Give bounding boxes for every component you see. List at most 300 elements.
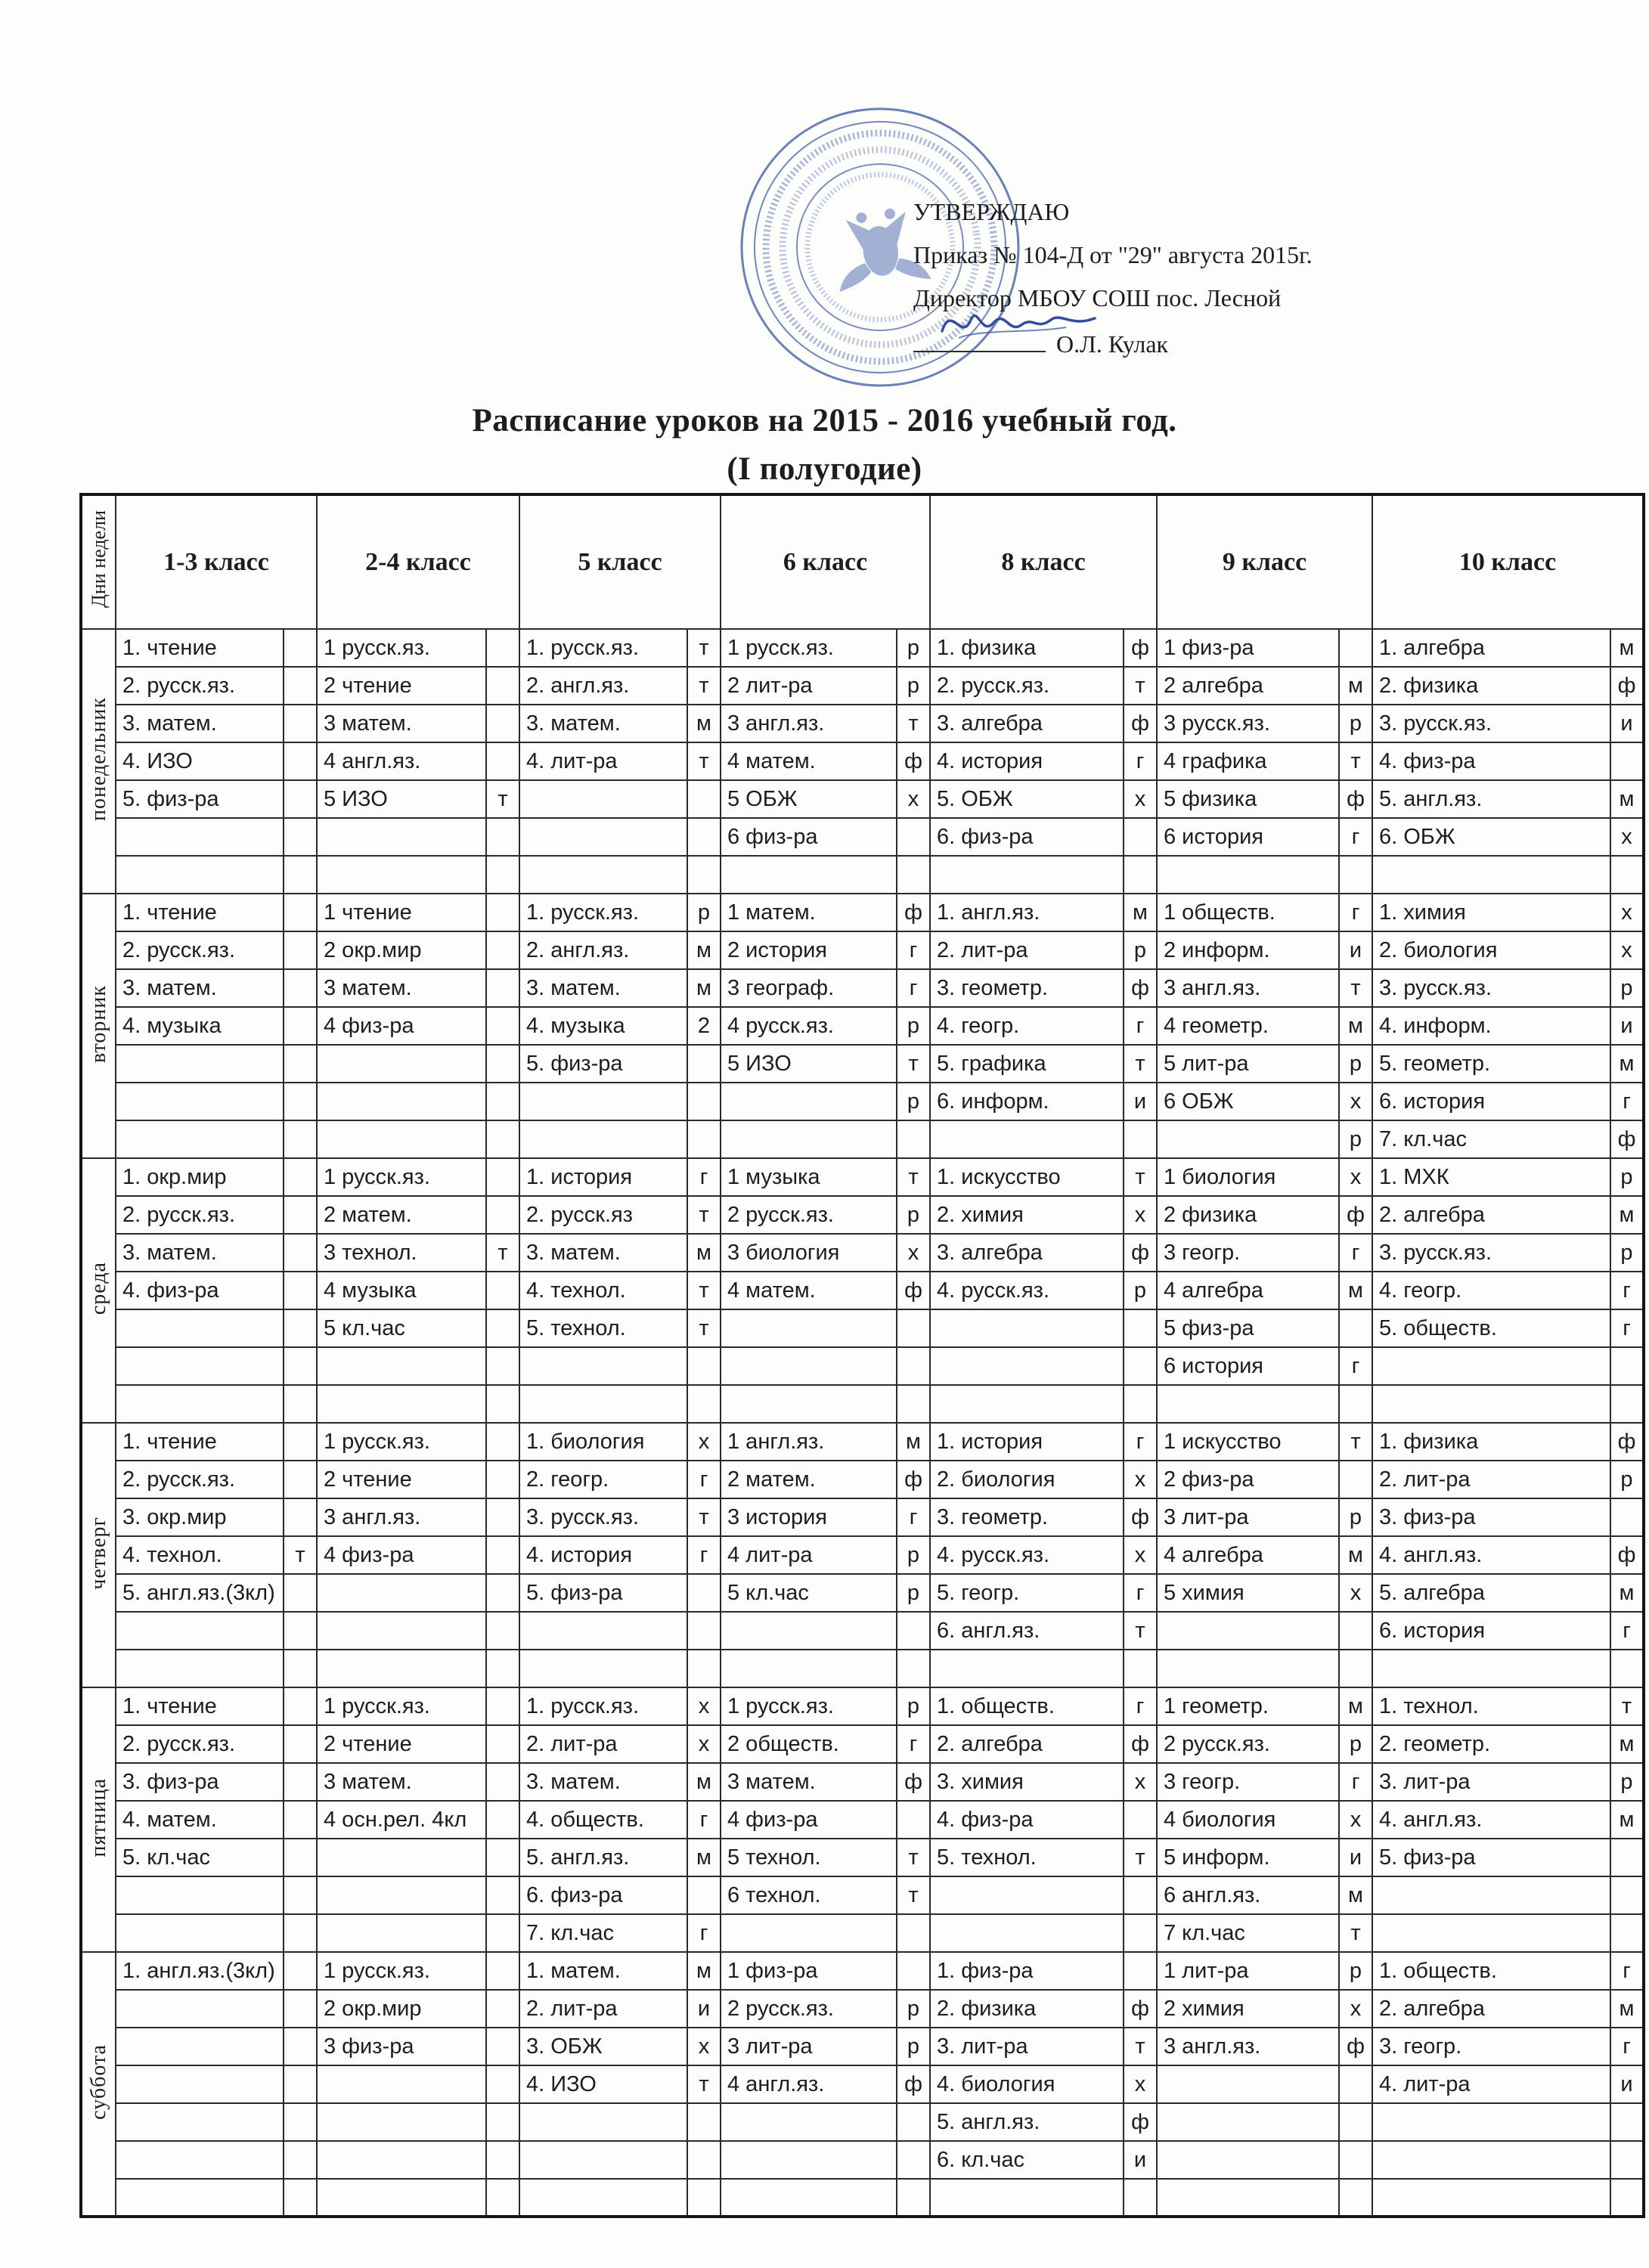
lesson-cell: 3 англ.яз. — [317, 1498, 486, 1536]
class-column-header-2: 2-4 класс — [317, 494, 519, 629]
room-code-cell: ф — [1610, 1536, 1644, 1574]
room-code-cell: р — [897, 1536, 930, 1574]
room-code-cell — [284, 1763, 317, 1801]
room-code-cell — [1339, 2141, 1372, 2179]
room-code-cell: р — [1339, 1725, 1372, 1763]
lesson-cell — [1157, 2141, 1339, 2179]
room-code-cell: т — [486, 780, 519, 818]
lesson-cell — [1157, 1120, 1339, 1158]
room-code-cell: р — [1610, 1158, 1644, 1196]
lesson-cell: 3 геогр. — [1157, 1234, 1339, 1272]
lesson-cell — [930, 2179, 1124, 2217]
lesson-cell: 1 русск.яз. — [721, 1687, 897, 1725]
lesson-cell: 4. ИЗО — [116, 742, 284, 780]
lesson-cell: 2 физика — [1157, 1196, 1339, 1234]
lesson-cell: 2 русск.яз. — [1157, 1725, 1339, 1763]
room-code-cell — [897, 1914, 930, 1952]
lesson-cell: 3. матем. — [116, 705, 284, 742]
title-line-2: (I полугодие) — [727, 451, 922, 487]
approval-heading: УТВЕРЖДАЮ — [913, 198, 1070, 225]
room-code-cell — [284, 2065, 317, 2103]
lesson-cell — [930, 1876, 1124, 1914]
room-code-cell: г — [1339, 1234, 1372, 1272]
room-code-cell: г — [1339, 1347, 1372, 1385]
lesson-cell: 5 кл.час — [317, 1309, 486, 1347]
approval-director-line: Директор МБОУ СОШ пос. Лесной — [913, 284, 1282, 311]
lesson-cell: 5 технол. — [721, 1839, 897, 1876]
room-code-cell — [284, 894, 317, 931]
room-code-cell — [687, 818, 721, 856]
room-code-cell — [1610, 1914, 1644, 1952]
lesson-cell: 3. русск.яз. — [1372, 1234, 1610, 1272]
lesson-cell: 2. русск.яз. — [930, 667, 1124, 705]
lesson-cell — [930, 1914, 1124, 1952]
lesson-cell: 3. лит-ра — [1372, 1763, 1610, 1801]
room-code-cell — [1124, 856, 1157, 894]
lesson-cell — [1157, 856, 1339, 894]
lesson-cell — [721, 856, 897, 894]
lesson-cell: 3 лит-ра — [721, 2028, 897, 2065]
lesson-cell: 2 история — [721, 931, 897, 969]
lesson-cell — [317, 1574, 486, 1612]
room-code-cell — [1124, 1120, 1157, 1158]
lesson-cell: 4. ИЗО — [519, 2065, 687, 2103]
lesson-cell: 2. геогр. — [519, 1461, 687, 1498]
lesson-cell — [519, 780, 687, 818]
lesson-cell — [930, 1650, 1124, 1687]
room-code-cell: г — [1124, 1574, 1157, 1612]
room-code-cell: т — [1124, 1612, 1157, 1650]
lesson-cell: 2. русск.яз. — [116, 667, 284, 705]
lesson-cell: 3 матем. — [721, 1763, 897, 1801]
room-code-cell — [1339, 1461, 1372, 1498]
room-code-cell — [897, 2103, 930, 2141]
room-code-cell — [284, 780, 317, 818]
lesson-cell — [721, 1083, 897, 1120]
room-code-cell — [284, 667, 317, 705]
lesson-cell: 1 физ-ра — [721, 1952, 897, 1990]
room-code-cell — [1610, 2179, 1644, 2217]
lesson-cell — [519, 1347, 687, 1385]
lesson-cell: 3. геогр. — [1372, 2028, 1610, 2065]
lesson-cell — [721, 2141, 897, 2179]
room-code-cell — [687, 1347, 721, 1385]
lesson-cell — [1372, 1914, 1610, 1952]
lesson-cell: 1 русск.яз. — [317, 1423, 486, 1461]
room-code-cell — [486, 1120, 519, 1158]
room-code-cell: р — [1610, 1763, 1644, 1801]
lesson-cell: 1 музыка — [721, 1158, 897, 1196]
room-code-cell — [687, 1612, 721, 1650]
room-code-cell: г — [1124, 1423, 1157, 1461]
lesson-cell: 5 лит-ра — [1157, 1045, 1339, 1083]
room-code-cell — [284, 1498, 317, 1536]
lesson-cell: 2. русск.яз — [519, 1196, 687, 1234]
lesson-cell: 2 чтение — [317, 667, 486, 705]
room-code-cell — [486, 2141, 519, 2179]
room-code-cell — [284, 1461, 317, 1498]
room-code-cell: т — [1339, 1423, 1372, 1461]
lesson-cell — [116, 1309, 284, 1347]
lesson-cell — [1372, 1385, 1610, 1423]
room-code-cell: т — [1124, 1158, 1157, 1196]
lesson-cell — [317, 1347, 486, 1385]
lesson-cell: 3. матем. — [116, 969, 284, 1007]
lesson-cell: 3. русск.яз. — [1372, 705, 1610, 742]
room-code-cell: г — [897, 931, 930, 969]
lesson-cell — [519, 1650, 687, 1687]
lesson-cell: 1. физика — [1372, 1423, 1610, 1461]
room-code-cell: и — [1124, 1083, 1157, 1120]
room-code-cell — [1339, 856, 1372, 894]
lesson-cell: 6 ОБЖ — [1157, 1083, 1339, 1120]
room-code-cell — [284, 1725, 317, 1763]
lesson-cell: 2 чтение — [317, 1725, 486, 1763]
lesson-cell: 3. алгебра — [930, 1234, 1124, 1272]
lesson-cell: 5 химия — [1157, 1574, 1339, 1612]
lesson-cell: 3 матем. — [317, 705, 486, 742]
lesson-cell: 1. чтение — [116, 894, 284, 931]
room-code-cell — [486, 1423, 519, 1461]
lesson-cell: 5. англ.яз. — [930, 2103, 1124, 2141]
class-column-header-7: 10 класс — [1372, 494, 1644, 629]
room-code-cell: т — [687, 1309, 721, 1347]
room-code-cell: х — [687, 1687, 721, 1725]
lesson-cell: 2. англ.яз. — [519, 667, 687, 705]
room-code-cell — [284, 1272, 317, 1309]
room-code-cell — [687, 1120, 721, 1158]
room-code-cell: т — [1339, 742, 1372, 780]
room-code-cell: и — [1610, 705, 1644, 742]
lesson-cell: 4. геогр. — [1372, 1272, 1610, 1309]
lesson-cell: 2. физика — [1372, 667, 1610, 705]
lesson-cell — [930, 1347, 1124, 1385]
lesson-cell: 4. информ. — [1372, 1007, 1610, 1045]
lesson-cell: 3. матем. — [116, 1234, 284, 1272]
room-code-cell — [1339, 1650, 1372, 1687]
room-code-cell — [1610, 856, 1644, 894]
lesson-cell: 3. матем. — [519, 1234, 687, 1272]
lesson-cell — [317, 1045, 486, 1083]
room-code-cell: х — [1339, 1158, 1372, 1196]
room-code-cell — [687, 2103, 721, 2141]
lesson-cell — [116, 1120, 284, 1158]
lesson-cell: 1. биология — [519, 1423, 687, 1461]
room-code-cell: м — [1610, 1196, 1644, 1234]
lesson-cell — [721, 2103, 897, 2141]
lesson-cell — [721, 1347, 897, 1385]
lesson-cell: 1. матем. — [519, 1952, 687, 1990]
room-code-cell — [897, 1650, 930, 1687]
lesson-cell: 1 физ-ра — [1157, 629, 1339, 667]
approval-order-line: Приказ № 104-Д от "29" августа 2015г. — [913, 241, 1313, 268]
room-code-cell: ф — [1339, 2028, 1372, 2065]
room-code-cell: м — [687, 1234, 721, 1272]
lesson-cell — [116, 1045, 284, 1083]
room-code-cell: ф — [1124, 705, 1157, 742]
room-code-cell: т — [1339, 969, 1372, 1007]
lesson-cell — [1372, 2103, 1610, 2141]
room-code-cell — [486, 705, 519, 742]
lesson-cell — [1157, 2065, 1339, 2103]
lesson-cell: 1. англ.яз. — [930, 894, 1124, 931]
lesson-cell: 4 англ.яз. — [317, 742, 486, 780]
lesson-cell: 3 физ-ра — [317, 2028, 486, 2065]
lesson-cell — [317, 1650, 486, 1687]
lesson-cell — [116, 2141, 284, 2179]
room-code-cell — [687, 1045, 721, 1083]
lesson-cell: 4 русск.яз. — [721, 1007, 897, 1045]
lesson-cell: 4. обществ. — [519, 1801, 687, 1839]
lesson-cell — [317, 2065, 486, 2103]
room-code-cell — [486, 1045, 519, 1083]
room-code-cell — [1124, 1801, 1157, 1839]
room-code-cell: ф — [1610, 1423, 1644, 1461]
lesson-cell: 3 географ. — [721, 969, 897, 1007]
room-code-cell: т — [1124, 2028, 1157, 2065]
room-code-cell: м — [1339, 667, 1372, 705]
room-code-cell: г — [1610, 1309, 1644, 1347]
lesson-cell — [116, 1385, 284, 1423]
lesson-cell: 4 физ-ра — [317, 1007, 486, 1045]
lesson-cell — [317, 1385, 486, 1423]
room-code-cell: ф — [1124, 629, 1157, 667]
room-code-cell: т — [687, 1272, 721, 1309]
lesson-cell: 1 русск.яз. — [721, 629, 897, 667]
room-code-cell — [486, 2179, 519, 2217]
room-code-cell: х — [1124, 1461, 1157, 1498]
room-code-cell — [1124, 1650, 1157, 1687]
room-code-cell — [1339, 1612, 1372, 1650]
room-code-cell: г — [1610, 1272, 1644, 1309]
room-code-cell: т — [1339, 1914, 1372, 1952]
lesson-cell — [317, 2179, 486, 2217]
lesson-cell — [317, 2141, 486, 2179]
room-code-cell — [486, 1385, 519, 1423]
room-code-cell: х — [1610, 894, 1644, 931]
lesson-cell: 2. алгебра — [930, 1725, 1124, 1763]
lesson-cell: 4 алгебра — [1157, 1536, 1339, 1574]
room-code-cell — [1610, 1839, 1644, 1876]
room-code-cell: м — [1610, 1990, 1644, 2028]
room-code-cell: и — [1339, 1839, 1372, 1876]
lesson-cell: 3 лит-ра — [1157, 1498, 1339, 1536]
approval-block — [913, 191, 1313, 366]
room-code-cell — [1610, 2103, 1644, 2141]
room-code-cell: х — [687, 2028, 721, 2065]
class-column-header-1: 1-3 класс — [116, 494, 317, 629]
room-code-cell: г — [1339, 818, 1372, 856]
room-code-cell: м — [1339, 1007, 1372, 1045]
room-code-cell: х — [1339, 1574, 1372, 1612]
lesson-cell: 1 русск.яз. — [317, 629, 486, 667]
room-code-cell — [284, 1952, 317, 1990]
lesson-cell: 1 матем. — [721, 894, 897, 931]
lesson-cell: 1. англ.яз.(3кл) — [116, 1952, 284, 1990]
lesson-cell: 5. физ-ра — [116, 780, 284, 818]
lesson-cell — [116, 1612, 284, 1650]
room-code-cell: т — [1124, 1839, 1157, 1876]
lesson-cell: 3 геогр. — [1157, 1763, 1339, 1801]
lesson-cell: 3. матем. — [519, 969, 687, 1007]
room-code-cell: х — [1339, 1801, 1372, 1839]
lesson-cell: 2 информ. — [1157, 931, 1339, 969]
room-code-cell: р — [1339, 1120, 1372, 1158]
room-code-cell — [284, 742, 317, 780]
lesson-cell: 3. матем. — [519, 705, 687, 742]
room-code-cell — [1124, 1309, 1157, 1347]
room-code-cell: т — [687, 742, 721, 780]
lesson-cell: 4. история — [930, 742, 1124, 780]
room-code-cell: г — [897, 1725, 930, 1763]
lesson-cell: 2 матем. — [317, 1196, 486, 1234]
lesson-cell: 2. лит-ра — [1372, 1461, 1610, 1498]
lesson-cell: 1 русск.яз. — [317, 1158, 486, 1196]
lesson-cell: 3. русск.яз. — [519, 1498, 687, 1536]
lesson-cell: 5. технол. — [930, 1839, 1124, 1876]
lesson-cell: 3. геометр. — [930, 1498, 1124, 1536]
room-code-cell — [486, 1196, 519, 1234]
room-code-cell — [486, 818, 519, 856]
room-code-cell: м — [1610, 629, 1644, 667]
lesson-cell — [1157, 2179, 1339, 2217]
room-code-cell — [486, 1687, 519, 1725]
lesson-cell: 2. англ.яз. — [519, 931, 687, 969]
room-code-cell: т — [897, 705, 930, 742]
room-code-cell: м — [1610, 1045, 1644, 1083]
room-code-cell: г — [897, 969, 930, 1007]
room-code-cell — [486, 1498, 519, 1536]
room-code-cell: т — [687, 1498, 721, 1536]
room-code-cell — [1124, 1876, 1157, 1914]
room-code-cell — [284, 1687, 317, 1725]
title-line-1: Расписание уроков на 2015 - 2016 учебный год. — [472, 403, 1177, 438]
room-code-cell: 2 — [687, 1007, 721, 1045]
room-code-cell — [897, 1120, 930, 1158]
room-code-cell — [897, 1801, 930, 1839]
lesson-cell — [930, 1385, 1124, 1423]
lesson-cell — [317, 1612, 486, 1650]
lesson-cell: 2 химия — [1157, 1990, 1339, 2028]
day-label-пятница: пятница — [81, 1687, 116, 1952]
lesson-cell: 1. физ-ра — [930, 1952, 1124, 1990]
room-code-cell: ф — [897, 1763, 930, 1801]
lesson-cell — [116, 1990, 284, 2028]
room-code-cell — [284, 1914, 317, 1952]
lesson-cell: 7 кл.час — [1157, 1914, 1339, 1952]
room-code-cell: и — [687, 1990, 721, 2028]
lesson-cell: 2. русск.яз. — [116, 1461, 284, 1498]
class-column-header-4: 6 класс — [721, 494, 930, 629]
room-code-cell — [486, 1309, 519, 1347]
lesson-cell: 3. окр.мир — [116, 1498, 284, 1536]
lesson-cell: 4. физ-ра — [116, 1272, 284, 1309]
room-code-cell: г — [687, 1914, 721, 1952]
lesson-cell: 5 физ-ра — [1157, 1309, 1339, 1347]
lesson-cell — [317, 1876, 486, 1914]
room-code-cell — [1610, 1498, 1644, 1536]
lesson-cell: 6. физ-ра — [519, 1876, 687, 1914]
room-code-cell — [687, 2179, 721, 2217]
room-code-cell — [284, 1650, 317, 1687]
room-code-cell: р — [897, 1196, 930, 1234]
room-code-cell: х — [1339, 1990, 1372, 2028]
room-code-cell — [897, 1385, 930, 1423]
lesson-cell — [317, 1914, 486, 1952]
room-code-cell — [284, 818, 317, 856]
room-code-cell: м — [687, 1763, 721, 1801]
lesson-cell — [317, 1120, 486, 1158]
room-code-cell — [486, 2103, 519, 2141]
lesson-cell: 3 матем. — [317, 1763, 486, 1801]
lesson-cell: 6 физ-ра — [721, 818, 897, 856]
lesson-cell: 1 геометр. — [1157, 1687, 1339, 1725]
room-code-cell: т — [1124, 667, 1157, 705]
room-code-cell — [486, 856, 519, 894]
room-code-cell: р — [1339, 705, 1372, 742]
lesson-cell — [519, 2179, 687, 2217]
lesson-cell: 5 физика — [1157, 780, 1339, 818]
room-code-cell — [284, 1612, 317, 1650]
room-code-cell — [1124, 818, 1157, 856]
lesson-cell: 2 русск.яз. — [721, 1990, 897, 2028]
lesson-cell: 5. кл.час — [116, 1839, 284, 1876]
room-code-cell: р — [1339, 1952, 1372, 1990]
room-code-cell: и — [1124, 2141, 1157, 2179]
room-code-cell: р — [897, 629, 930, 667]
lesson-cell: 2. лит-ра — [519, 1725, 687, 1763]
room-code-cell: р — [1610, 969, 1644, 1007]
lesson-cell: 6 технол. — [721, 1876, 897, 1914]
room-code-cell: ф — [897, 742, 930, 780]
lesson-cell: 3 русск.яз. — [1157, 705, 1339, 742]
room-code-cell: р — [897, 1990, 930, 2028]
room-code-cell — [1124, 2179, 1157, 2217]
room-code-cell — [687, 1650, 721, 1687]
lesson-cell: 5 ИЗО — [721, 1045, 897, 1083]
lesson-cell — [519, 856, 687, 894]
room-code-cell: г — [687, 1461, 721, 1498]
lesson-cell: 2. лит-ра — [519, 1990, 687, 2028]
room-code-cell — [486, 1725, 519, 1763]
room-code-cell — [1339, 629, 1372, 667]
day-label-суббота: суббота — [81, 1952, 116, 2217]
room-code-cell — [284, 1423, 317, 1461]
room-code-cell — [897, 818, 930, 856]
room-code-cell: т — [1610, 1687, 1644, 1725]
room-code-cell: т — [687, 667, 721, 705]
room-code-cell: м — [1610, 780, 1644, 818]
lesson-cell: 4 физ-ра — [721, 1801, 897, 1839]
lesson-cell: 4 алгебра — [1157, 1272, 1339, 1309]
room-code-cell: т — [284, 1536, 317, 1574]
class-column-header-5: 8 класс — [930, 494, 1157, 629]
room-code-cell: ф — [1339, 1196, 1372, 1234]
room-code-cell: г — [1124, 742, 1157, 780]
lesson-cell: 4 матем. — [721, 742, 897, 780]
room-code-cell: р — [897, 1083, 930, 1120]
lesson-cell — [1157, 1650, 1339, 1687]
room-code-cell — [486, 1083, 519, 1120]
room-code-cell — [284, 2028, 317, 2065]
lesson-cell: 2. биология — [930, 1461, 1124, 1498]
room-code-cell — [486, 931, 519, 969]
room-code-cell — [486, 1763, 519, 1801]
room-code-cell — [284, 856, 317, 894]
lesson-cell: 3. химия — [930, 1763, 1124, 1801]
lesson-cell: 3. русск.яз. — [1372, 969, 1610, 1007]
lesson-cell: 6. физ-ра — [930, 818, 1124, 856]
